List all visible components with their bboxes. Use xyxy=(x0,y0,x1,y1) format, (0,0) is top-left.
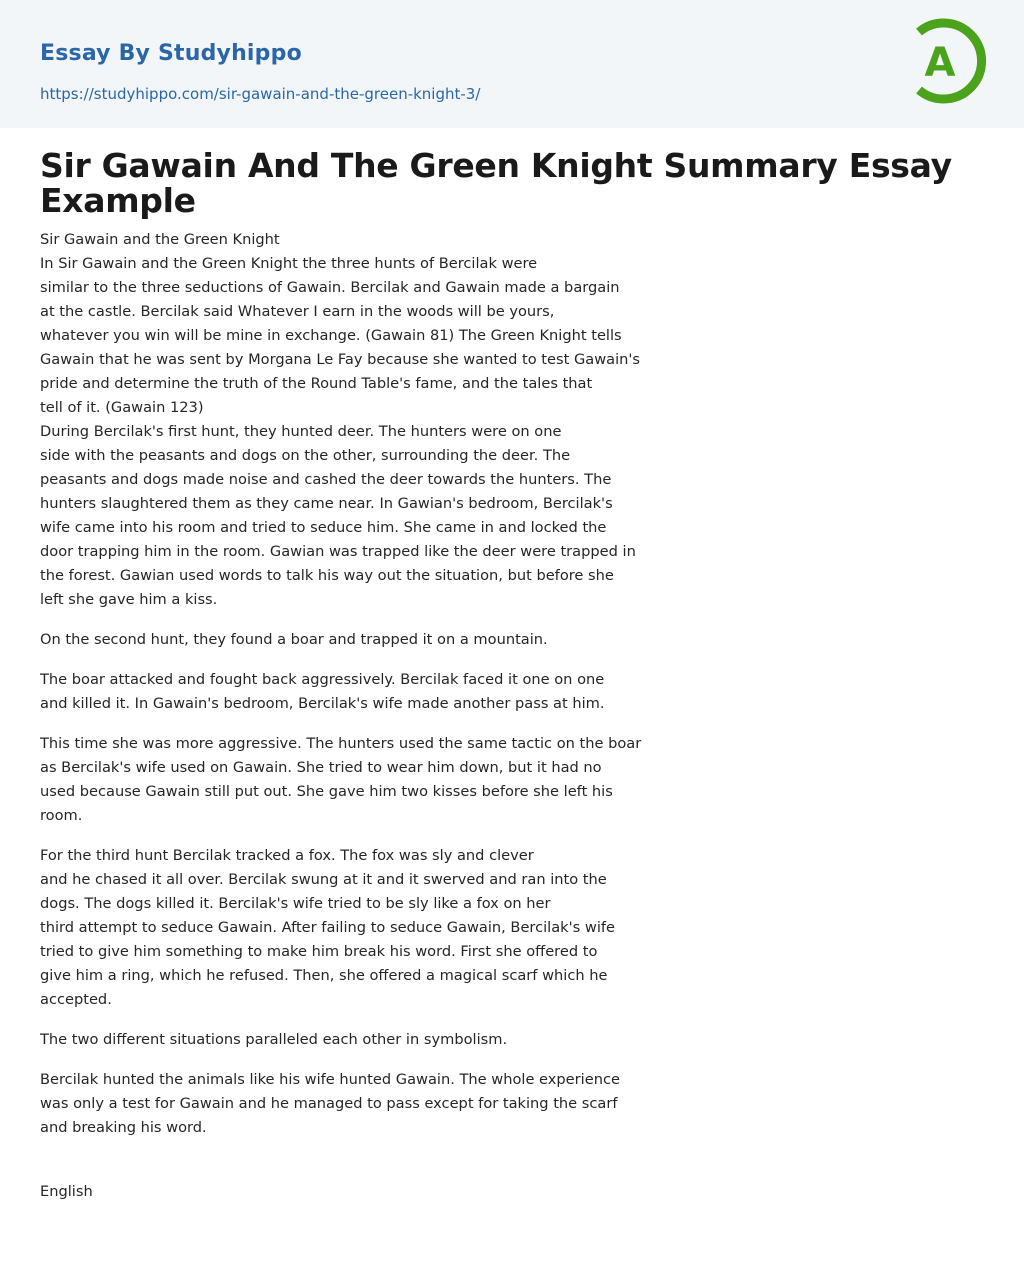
source-url-link[interactable]: https://studyhippo.com/sir-gawain-and-the-green-knight-3/ xyxy=(40,85,481,103)
logo-letter: A xyxy=(924,40,956,86)
paragraph-line: at the castle. Bercilak said Whatever I earn in the woods will be yours, xyxy=(40,303,555,320)
paragraph-line: and killed it. In Gawain's bedroom, Bercilak's wife made another pass at him. xyxy=(40,695,605,712)
paragraph-line: pride and determine the truth of the Round Table's fame, and the tales that xyxy=(40,375,593,392)
paragraph-line: This time she was more aggressive. The hunters used the same tactic on the boar xyxy=(40,735,642,752)
brand-link[interactable]: Essay By Studyhippo xyxy=(40,41,302,66)
paragraph-line: door trapping him in the room. Gawian was trapped like the deer were trapped in xyxy=(40,543,636,560)
page-title: Sir Gawain And The Green Knight Summary Essay Example xyxy=(40,146,952,220)
site-header xyxy=(0,0,1024,128)
paragraph-line: third attempt to seduce Gawain. After failing to seduce Gawain, Bercilak's wife xyxy=(40,919,615,936)
paragraph-line: For the third hunt Bercilak tracked a fox. The fox was sly and clever xyxy=(40,847,534,864)
paragraph-line: Bercilak hunted the animals like his wife hunted Gawain. The whole experience xyxy=(40,1071,620,1088)
category-tag[interactable]: English xyxy=(40,1183,93,1200)
paragraph-line: as Bercilak's wife used on Gawain. She tried to wear him down, but it had no xyxy=(40,759,602,776)
paragraph-line: give him a ring, which he refused. Then, she offered a magical scarf which he xyxy=(40,967,608,984)
essay-paragraph xyxy=(40,628,740,652)
paragraph-line: peasants and dogs made noise and cashed the deer towards the hunters. The xyxy=(40,471,612,488)
paragraph-line: left she gave him a kiss. xyxy=(40,591,218,608)
essay-paragraph xyxy=(40,668,740,716)
paragraph-line: room. xyxy=(40,807,83,824)
paragraph-line: tell of it. (Gawain 123) xyxy=(40,399,204,416)
paragraph-line: During Bercilak's first hunt, they hunted deer. The hunters were on one xyxy=(40,423,562,440)
paragraph-line: The two different situations paralleled each other in symbolism. xyxy=(40,1031,508,1048)
paragraph-line: In Sir Gawain and the Green Knight the three hunts of Bercilak were xyxy=(40,255,538,272)
studyhippo-logo-icon[interactable] xyxy=(912,18,988,106)
paragraph-line: dogs. The dogs killed it. Bercilak's wife tried to be sly like a fox on her xyxy=(40,895,551,912)
essay-paragraph xyxy=(40,1028,740,1052)
paragraph-line: and he chased it all over. Bercilak swung at it and it swerved and ran into the xyxy=(40,871,607,888)
paragraph-line: hunters slaughtered them as they came near. In Gawian's bedroom, Bercilak's xyxy=(40,495,613,512)
paragraph-line: Gawain that he was sent by Morgana Le Fay because she wanted to test Gawain's xyxy=(40,351,641,368)
paragraph-line: similar to the three seductions of Gawain. Bercilak and Gawain made a bargain xyxy=(40,279,620,296)
paragraph-line: side with the peasants and dogs on the other, surrounding the deer. The xyxy=(40,447,571,464)
essay-paragraph xyxy=(40,228,740,612)
paragraph-line: was only a test for Gawain and he managed to pass except for taking the scarf xyxy=(40,1095,618,1112)
paragraph-line: whatever you win will be mine in exchange. (Gawain 81) The Green Knight tells xyxy=(40,327,622,344)
paragraph-line: wife came into his room and tried to seduce him. She came in and locked the xyxy=(40,519,607,536)
paragraph-line: the forest. Gawian used words to talk his way out the situation, but before she xyxy=(40,567,614,584)
paragraph-line: The boar attacked and fought back aggressively. Bercilak faced it one on one xyxy=(40,671,605,688)
essay-paragraph xyxy=(40,1068,740,1140)
paragraph-line: accepted. xyxy=(40,991,112,1008)
paragraph-line: and breaking his word. xyxy=(40,1119,207,1136)
paragraph-line: Sir Gawain and the Green Knight xyxy=(40,231,280,248)
paragraph-line: used because Gawain still put out. She gave him two kisses before she left his xyxy=(40,783,613,800)
paragraph-line: tried to give him something to make him break his word. First she offered to xyxy=(40,943,598,960)
essay-paragraph xyxy=(40,844,740,1012)
essay-paragraph xyxy=(40,732,740,828)
paragraph-line: On the second hunt, they found a boar and trapped it on a mountain. xyxy=(40,631,548,648)
essay-body xyxy=(40,228,740,1156)
